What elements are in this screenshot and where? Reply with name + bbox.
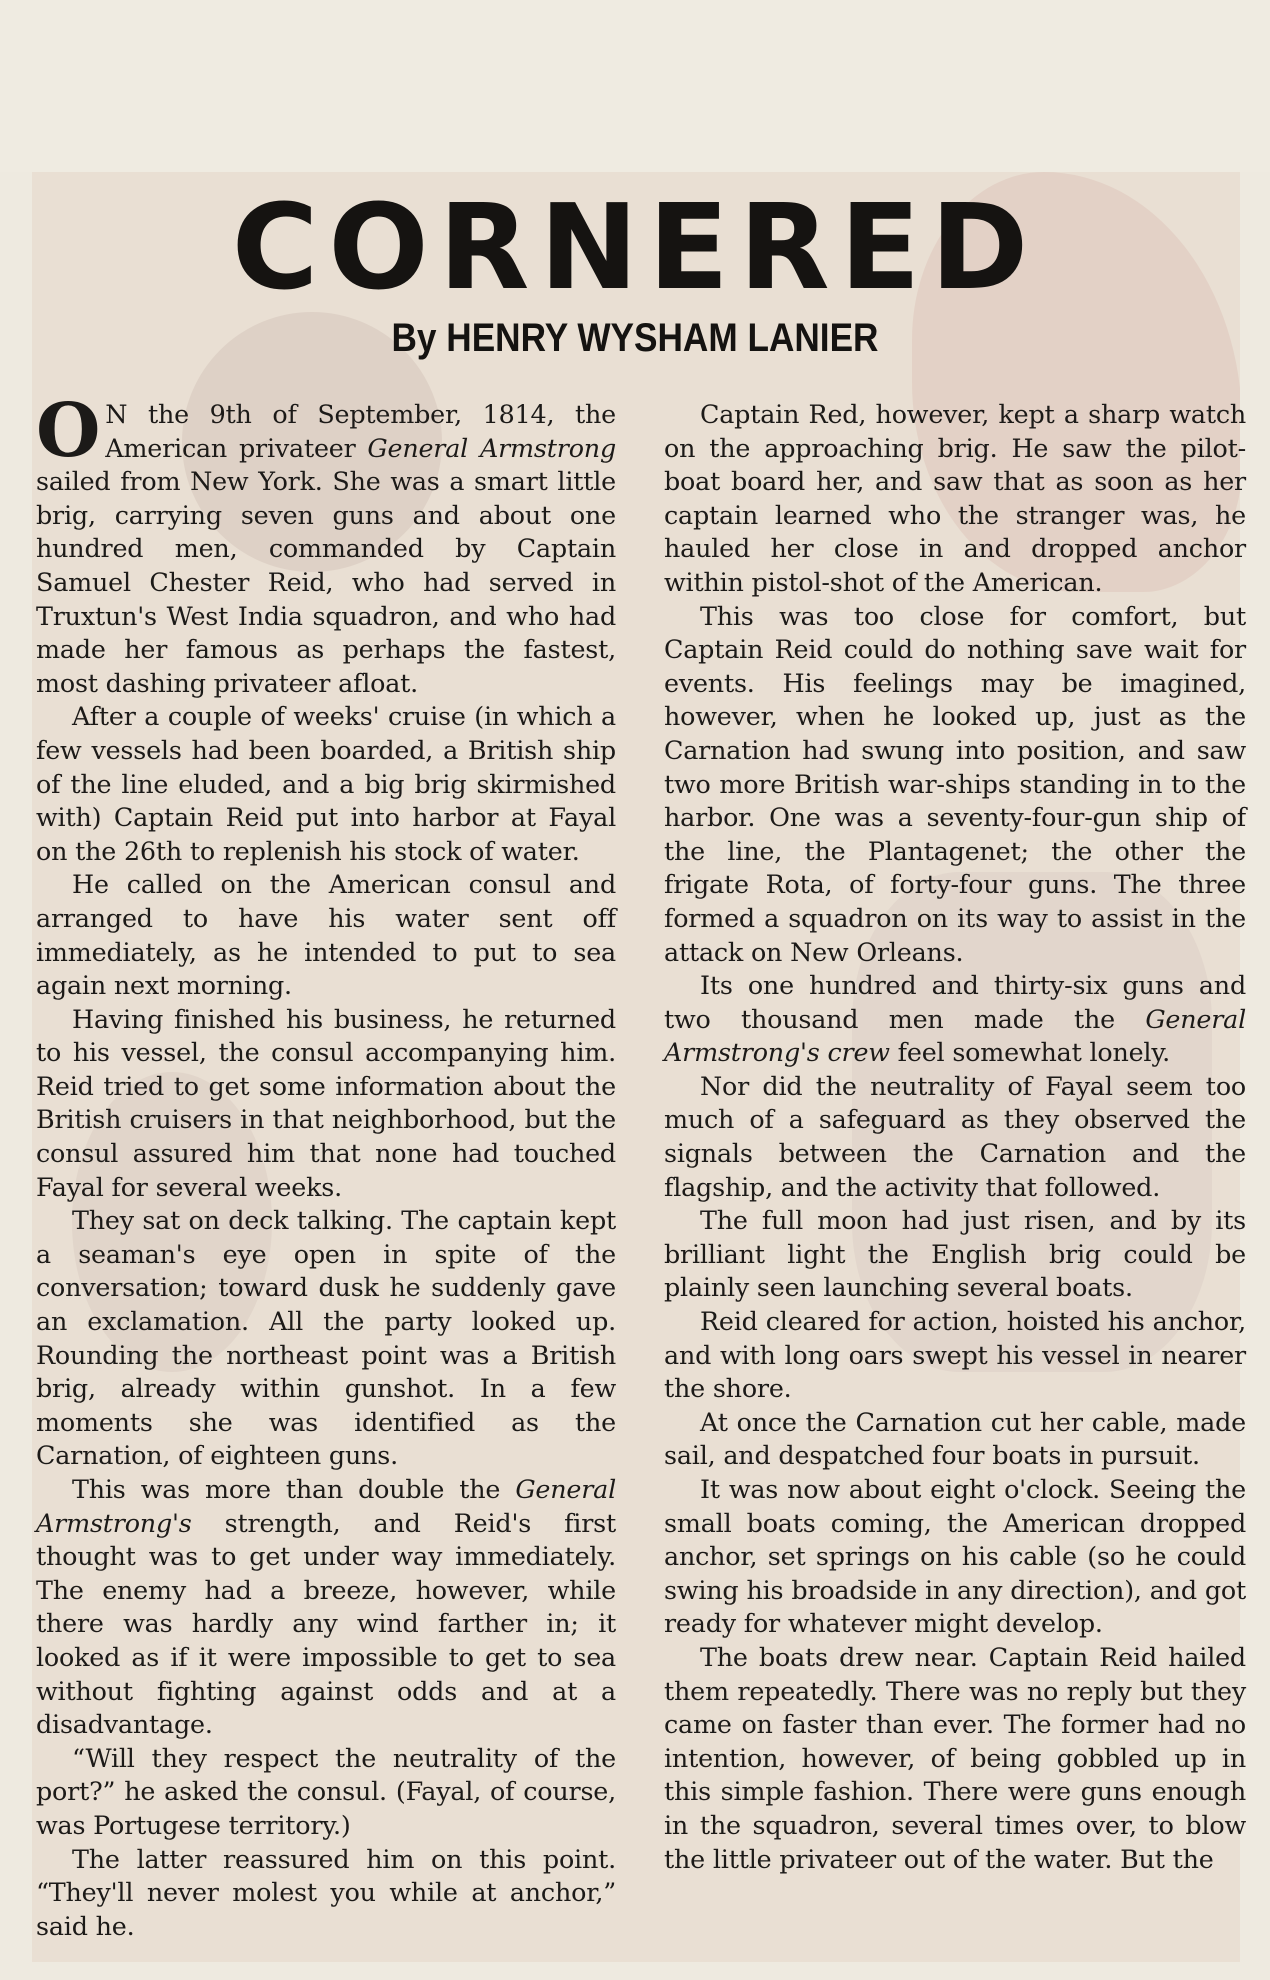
ship-name: General Armstrong (367, 432, 616, 463)
ship-name: General Armstrong's crew (664, 1003, 1246, 1068)
paragraph: “Will they respect the neutrality of the port?” he asked the consul. (Fayal, of course, was Portugese territory.) (36, 1742, 616, 1840)
paragraph: Nor did the neutrality of Fayal seem too much of a safeguard as they observed the signals between the Carnation and the flagship, and the activity that followed. (664, 1070, 1246, 1202)
article-title: CORNERED (231, 178, 1039, 316)
paragraph: Reid cleared for action, hoisted his anchor, and with long oars swept his vessel in nearer the shore. (664, 1306, 1246, 1404)
paragraph: O N the 9th of September, 1814, the American privateer General Armstrong sailed from New York. She was a smart little brig, carrying seven guns and about one hundred men, commanded by Captain Samuel Chester Reid, who had served in Truxtun's West India squadron, and who had made her famous as perhaps the fastest, most dashing privateer afloat. (36, 388, 616, 698)
paragraph: The boats drew near. Captain Reid hailed them repeatedly. There was no reply but they came on faster than ever. The former had no intention, however, of being gobbled up in this simple fashion. There were guns enough in the squadron, several times over, to blow the little privateer out of the water. But the (664, 1641, 1246, 1874)
paragraph: They sat on deck talking. The captain kept a seaman's eye open in spite of the conversation; toward dusk he suddenly gave an exclamation. All the party looked up. Rounding the northeast point was a British brig, already within gunshot. In a few moments she was identified as the Carnation, of eighteen guns. (36, 1205, 616, 1471)
paragraph: Its one hundred and thirty-six guns and two thousand men made the General Armstrong's crew feel somewhat lonely. (664, 970, 1246, 1068)
right-column (664, 398, 1246, 1876)
paragraph: The full moon had just risen, and by its brilliant light the English brig could be plainly seen launching several boats. (664, 1205, 1246, 1303)
paragraph: This was more than double the General Armstrong's strength, and Reid's first thought was to get under way immediately. The enemy had a breeze, however, while there was hardly any wind farther in; it looked as if it were impossible to get to sea without fighting against odds and at a disadvantage. (36, 1474, 616, 1740)
ship-name: General Armstrong's (36, 1474, 616, 1538)
article-byline: By HENRY WYSHAM LANIER (391, 316, 879, 360)
left-column (36, 388, 616, 1943)
paragraph: Having finished his business, he returned to his vessel, the consul accompanying him. Reid tried to get some information about the British cruisers in that neighborhood, but the consul assured him that none had touched Fayal for several weeks. (36, 1003, 616, 1202)
paragraph: He called on the American consul and arranged to have his water sent off immediately, as he intended to put to sea again next morning. (36, 869, 616, 1001)
paragraph: At once the Carnation cut her cable, made sail, and despatched four boats in pursuit. (664, 1406, 1246, 1471)
drop-cap: O (36, 388, 101, 474)
paragraph: The latter reassured him on this point. “They'll never molest you while at anchor,” said he. (36, 1843, 616, 1941)
paragraph: This was too close for comfort, but Captain Reid could do nothing save wait for events. His feelings may be imagined, however, when he looked up, just as the Carnation had swung into position, and saw two more British war-ships standing in to the harbor. One was a seventy-four-gun ship of the line, the Plantagenet; the other the frigate Rota, of forty-four guns. The three formed a squadron on its way to assist in the attack on New Orleans. (664, 600, 1246, 967)
paragraph: It was now about eight o'clock. Seeing the small boats coming, the American dropped anchor, set springs on his cable (so he could swing his broadside in any direction), and got ready for whatever might develop. (664, 1474, 1246, 1639)
paragraph: Captain Red, however, kept a sharp watch on the approaching brig. He saw the pilot-boat board her, and saw that as soon as her captain learned who the stranger was, he hauled her close in and dropped anchor within pistol-shot of the American. (664, 399, 1246, 597)
page-margin (0, 0, 1270, 172)
paragraph: After a couple of weeks' cruise (in which a few vessels had been boarded, a British ship of the line eluded, and a big brig skirmished with) Captain Reid put into harbor at Fayal on the 26th to replenish his stock of water. (36, 701, 616, 866)
